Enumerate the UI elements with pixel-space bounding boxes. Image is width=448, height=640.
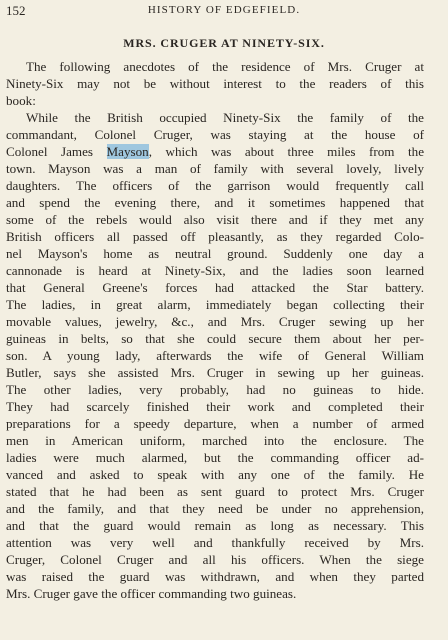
text-line: British officers all passed off pleasantly, as they regarded Colo- [6, 229, 424, 244]
text-line: book: [6, 93, 36, 108]
text-line: Ninety-Six may not be without interest to the readers of this [6, 76, 424, 91]
text-line: Mrs. Cruger gave the officer commanding two guineas. [6, 586, 297, 601]
highlighted-text-line [6, 143, 424, 160]
text-line: movable values, jewelry, &c., and Mrs. Cruger sewing up her [6, 314, 424, 329]
text-line: The ladies, in great alarm, immediately began collecting their [6, 297, 424, 312]
text-line: commandant, Colonel Cruger, was staying at the house of [6, 127, 424, 142]
text-line: While the British occupied Ninety-Six the family of the [26, 110, 424, 125]
text-fragment: Colonel James [6, 144, 107, 159]
text-line: that General Greene's forces had attacked the Star battery. [6, 280, 424, 295]
text-line: daughters. The officers of the garrison would frequently call [6, 178, 424, 193]
text-line: The following anecdotes of the residence of Mrs. Cruger at [26, 59, 424, 74]
text-line: was raised the guard was withdrawn, and when they parted [6, 569, 424, 584]
section-title: MRS. CRUGER AT NINETY-SIX. [123, 36, 325, 50]
text-line: preparations for a speedy departure, when a number of armed [6, 416, 424, 431]
text-line: and spend the evening there, and it sometimes happened that [6, 195, 424, 210]
text-line: and that the guard would remain as long as necessary. This [6, 518, 424, 533]
text-line: town. Mayson was a man of family with several lovely, lively [6, 161, 424, 176]
text-line: guineas in belts, so that she could secure them about her per- [6, 331, 424, 346]
text-line: stated that he had been as sent guard to protect Mrs. Cruger [6, 484, 424, 499]
text-line: some of the rebels would also visit there and if they met any [6, 212, 424, 227]
text-line: The other ladies, very probably, had no guineas to hide. [6, 382, 424, 397]
text-line: ladies were much alarmed, but the commanding officer ad- [6, 450, 424, 465]
text-line: son. A young lady, afterwards the wife of General William [6, 348, 424, 363]
highlighted-word[interactable]: Mayson [106, 144, 149, 159]
page-header [0, 3, 448, 19]
text-line: men in American uniform, marched into the enclosure. The [6, 433, 424, 448]
text-fragment: , which was about three miles from the [148, 144, 425, 159]
text-line: attention was very well and thankfully received by Mrs. [6, 535, 424, 550]
page-number: 152 [6, 3, 26, 18]
running-head: HISTORY OF EDGEFIELD. [147, 4, 301, 16]
text-line: and the family, and that they need be under no apprehension, [6, 501, 424, 516]
text-line: cannonade is heard at Ninety-Six, and the ladies soon learned [6, 263, 424, 278]
text-line: They had scarcely finished their work and completed their [6, 399, 424, 414]
text-line: Butler, says she assisted Mrs. Cruger in sewing up her guineas. [6, 365, 424, 380]
text-line: Cruger, Colonel Cruger and all his officers. When the siege [6, 552, 424, 567]
text-line: vanced and asked to speak with any one of the family. He [6, 467, 424, 482]
text-line: nel Mayson's home as neutral ground. Suddenly one day a [6, 246, 424, 261]
